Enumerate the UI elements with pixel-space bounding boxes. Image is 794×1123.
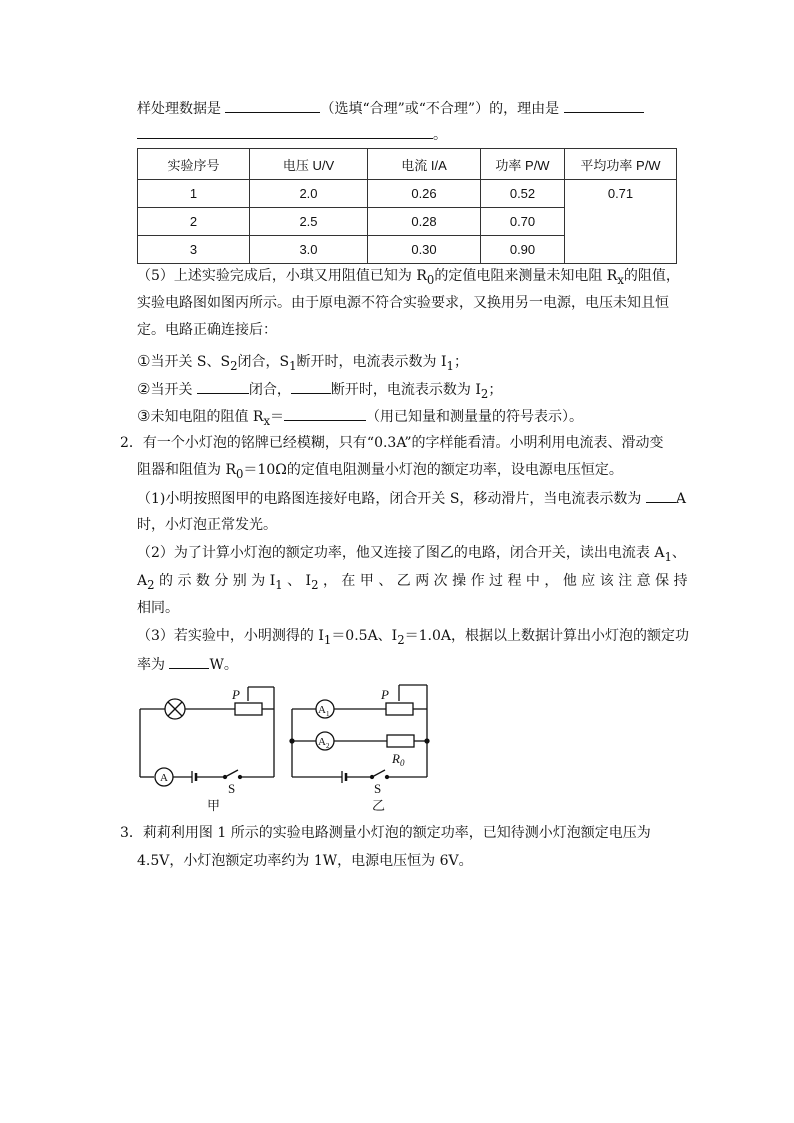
label-switch-left: S [228, 781, 236, 796]
table-cell: 2 [138, 208, 250, 236]
label-r0-letter: R [392, 751, 400, 766]
table-cell: 0.70 [481, 208, 565, 236]
step-3 [137, 406, 583, 431]
text: 当开关 [150, 382, 197, 398]
circuit-diagrams [130, 676, 440, 816]
table-header: 电流 I/A [368, 149, 481, 180]
table-row [138, 180, 677, 208]
answer-blank[interactable] [225, 98, 320, 113]
q2-line5 [137, 543, 686, 567]
label-a2-sub: 2 [325, 742, 330, 750]
label-a1 [318, 704, 330, 718]
table-header: 功率 P/W [481, 149, 565, 180]
answer-blank[interactable] [169, 654, 209, 669]
text: W。 [209, 657, 238, 673]
text: （3）若实验中，小明测得的 I [137, 628, 324, 644]
data-table [137, 148, 677, 264]
caption-jia: 甲 [207, 798, 221, 813]
q2-line9 [137, 654, 238, 675]
switch-icon [225, 770, 238, 777]
text: 闭合， [248, 382, 291, 398]
text: ； [453, 354, 468, 370]
table-header: 平均功率 P/W [565, 149, 677, 180]
table-cell: 0.90 [481, 236, 565, 264]
text: ＝ [270, 409, 285, 425]
subscript: 1 [664, 549, 672, 564]
text: 闭合，S [237, 354, 290, 370]
q3-line2: 4.5V，小灯泡额定功率约为 1W，电源电压恒为 6V。 [137, 853, 473, 869]
text: ＝1.0A，根据以上数据计算出小灯泡的额定功 [404, 628, 690, 644]
q2-line1: 2．有一个小灯泡的铭牌已经模糊，只有“0.3A”的字样能看清。小明利用电流表、滑动变 [120, 435, 664, 451]
q2-line8 [137, 626, 689, 650]
subscript: 1 [323, 632, 332, 647]
text: A [675, 491, 686, 507]
table-cell: 0.30 [368, 236, 481, 264]
text: ； [488, 382, 503, 398]
step-marker: ① [137, 352, 151, 370]
rheostat-icon [386, 703, 413, 715]
q2-line4: 时，小灯泡正常发光。 [137, 517, 277, 533]
q1-part5-line3: 定。电路正确连接后： [137, 322, 277, 338]
table-cell: 2.5 [250, 208, 368, 236]
caption-yi: 乙 [372, 798, 386, 813]
circuit-yi [290, 685, 429, 783]
answer-blank[interactable] [564, 98, 644, 113]
subscript: 1 [289, 358, 297, 373]
text: 、 I [282, 573, 312, 589]
answer-blank[interactable] [646, 488, 676, 503]
answer-blank[interactable] [137, 124, 433, 139]
text: ＝0.5A、I [331, 628, 398, 644]
q2-line3 [137, 488, 686, 509]
switch-icon [372, 770, 385, 777]
text: 阻器和阻值为 R [137, 462, 236, 478]
q1-tail-line2 [137, 124, 447, 145]
step-marker: ② [137, 380, 151, 398]
text: 断开时，电流表示数为 I [330, 382, 481, 398]
q1-tail-text-a: 样处理数据是 [137, 101, 226, 117]
text: 的阻值， [623, 268, 680, 284]
q1-part5-line2: 实验电路图如图丙所示。由于原电源不符合实验要求，又换用另一电源，电压未知且恒 [137, 295, 669, 311]
subscript: 2 [480, 386, 489, 401]
text: （2）为了计算小灯泡的额定功率，他又连接了图乙的电路，闭合开关，读出电流表 A [137, 545, 665, 561]
text: 、 [671, 545, 686, 561]
text: （用已知量和测量量的符号表示）。 [366, 409, 584, 425]
subscript: 2 [311, 577, 319, 592]
text: （5）上述实验完成后，小琪又用阻值已知为 R [137, 268, 427, 284]
answer-blank[interactable] [284, 406, 366, 421]
table-header-row [138, 149, 677, 180]
text: 的 示 数 分 别 为 I [154, 573, 276, 589]
text: A [137, 573, 148, 589]
subscript: 1 [446, 358, 454, 373]
text: 断开时，电流表示数为 I [296, 354, 447, 370]
q1-tail-end: 。 [433, 127, 447, 143]
table-cell: 2.0 [250, 180, 368, 208]
label-r0-sub: 0 [399, 758, 405, 768]
q2-line2 [137, 460, 623, 484]
label-switch-right: S [374, 781, 382, 796]
rheostat-icon [235, 703, 262, 715]
label-a1-letter: A [318, 704, 326, 716]
table-header: 实验序号 [138, 149, 250, 180]
table-cell: 1 [138, 180, 250, 208]
q1-tail-line1 [137, 98, 644, 119]
table-header: 电压 U/V [250, 149, 368, 180]
avg-power-cell: 0.71 [565, 180, 677, 264]
resistor-r0-icon [387, 735, 414, 747]
q1-part5-line1 [137, 266, 680, 290]
label-p-right: P [381, 687, 389, 702]
text: 的定值电阻来测量未知电阻 R [434, 268, 618, 284]
table-cell: 0.26 [368, 180, 481, 208]
subscript: x [617, 272, 624, 287]
table-cell: 3.0 [250, 236, 368, 264]
text: 当开关 S、S [150, 354, 231, 370]
table-cell: 3 [138, 236, 250, 264]
text: 未知电阻的阻值 R [150, 409, 264, 425]
label-a1-sub: 1 [325, 710, 330, 718]
text: ＝10Ω的定值电阻测量小灯泡的额定功率，设电源电压恒定。 [243, 462, 623, 478]
subscript: x [263, 413, 271, 428]
table-cell: 0.28 [368, 208, 481, 236]
q3-line1: 3．莉莉利用图 1 所示的实验电路测量小灯泡的额定功率，已知待测小灯泡额定电压为 [120, 825, 651, 841]
step-1 [137, 351, 468, 376]
answer-blank[interactable] [197, 379, 249, 394]
label-r0 [391, 751, 405, 768]
subscript: 2 [230, 358, 238, 373]
subscript: 0 [426, 272, 435, 287]
answer-blank[interactable] [291, 379, 331, 394]
subscript: 1 [275, 577, 283, 592]
step-2 [137, 379, 502, 404]
text: （1)小明按照图甲的电路图连接好电路，闭合开关 S，移动滑片，当电流表示数为 [137, 491, 646, 507]
step-marker: ③ [137, 407, 151, 425]
label-p-left: P [232, 687, 240, 702]
text: 率为 [137, 657, 170, 673]
label-a2 [318, 736, 330, 750]
subscript: 2 [397, 632, 405, 647]
label-a2-letter: A [318, 736, 326, 748]
subscript: 0 [236, 466, 244, 481]
q2-line7: 相同。 [137, 600, 179, 616]
table-cell: 0.52 [481, 180, 565, 208]
q1-tail-text-b: （选填“合理”或“不合理”）的，理由是 [320, 101, 564, 117]
text: ， 在 甲 、 乙 两 次 操 作 过 程 中 ， 他 应 该 注 意 保 持 [318, 573, 688, 589]
q2-line6 [137, 571, 688, 595]
label-ammeter: A [160, 772, 168, 784]
subscript: 2 [147, 577, 155, 592]
